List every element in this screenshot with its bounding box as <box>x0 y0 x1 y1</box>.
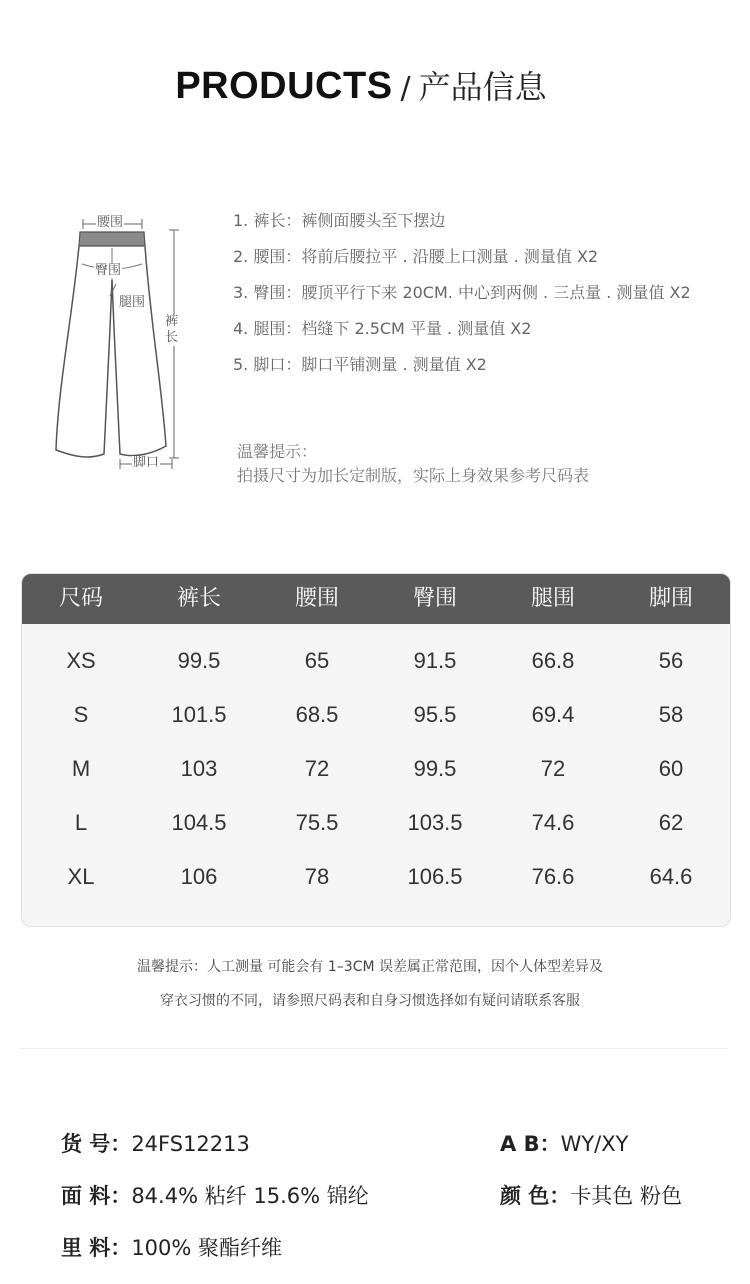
size-table-body <box>22 634 730 904</box>
header-waist: 腰围 <box>294 586 339 611</box>
table-cell: 74.6 <box>531 810 575 835</box>
color-label: 颜 色： <box>500 1184 571 1208</box>
disclaimer-line-2: 穿衣习惯的不同，请参照尺码表和自身习惯选择如有疑问请联系客服 <box>160 993 580 1009</box>
ab-label: A B： <box>500 1132 561 1156</box>
title-separator: / <box>400 71 411 106</box>
table-cell: 101.5 <box>171 702 227 727</box>
photo-tip <box>237 440 737 488</box>
diagram-label-waist: 腰围 <box>97 215 124 230</box>
measurement-disclaimer <box>0 950 740 1018</box>
table-cell: 99.5 <box>177 648 221 673</box>
lining-value: 100% 聚酯纤维 <box>131 1236 283 1260</box>
info-color <box>500 1180 682 1210</box>
note-length: 1. 裤长：裤侧面腰头至下摆边 <box>233 211 446 230</box>
note-waist: 2. 腰围：将前后腰拉平 . 沿腰上口测量 . 测量值 X2 <box>233 247 599 266</box>
info-item-number <box>61 1128 250 1158</box>
color-value: 卡其色 粉色 <box>570 1184 682 1208</box>
diagram-label-thigh: 腿围 <box>119 295 146 310</box>
page-title <box>0 62 722 108</box>
table-cell: 56 <box>658 648 684 673</box>
photo-tip-title: 温馨提示： <box>237 442 318 461</box>
table-cell: M <box>71 756 91 781</box>
table-cell: 64.6 <box>649 864 693 889</box>
table-cell: 68.5 <box>295 702 339 727</box>
info-ab <box>500 1128 628 1158</box>
table-cell: 69.4 <box>531 702 575 727</box>
lining-label: 里 料： <box>61 1236 132 1260</box>
table-cell: 60 <box>658 756 684 781</box>
table-cell: XS <box>66 648 96 673</box>
table-cell: XL <box>67 864 95 889</box>
pants-measurement-diagram <box>50 208 190 478</box>
table-cell: 76.6 <box>531 864 575 889</box>
title-english: PRODUCTS <box>175 65 393 107</box>
table-cell: 75.5 <box>295 810 339 835</box>
item-number-label: 货 号： <box>61 1132 132 1156</box>
table-cell: 103.5 <box>407 810 463 835</box>
table-cell: L <box>74 810 88 835</box>
table-cell: 91.5 <box>413 648 457 673</box>
table-cell: 99.5 <box>413 756 457 781</box>
measurement-notes <box>233 208 743 388</box>
info-lining <box>61 1232 282 1262</box>
fabric-value: 84.4% 粘纤 15.6% 锦纶 <box>131 1184 369 1208</box>
table-cell: 104.5 <box>171 810 227 835</box>
disclaimer-line-1: 温馨提示：人工测量 可能会有 1–3CM 误差属正常范围，因个人体型差异及 <box>136 959 604 975</box>
info-fabric <box>61 1180 369 1210</box>
table-row <box>22 850 730 904</box>
item-number-value: 24FS12213 <box>131 1132 250 1156</box>
table-row <box>22 742 730 796</box>
size-table-header <box>22 574 730 624</box>
table-cell: 95.5 <box>413 702 457 727</box>
table-cell: 65 <box>304 648 330 673</box>
table-cell: 78 <box>304 864 330 889</box>
header-hem: 脚围 <box>648 586 693 611</box>
note-hip: 3. 臀围：腰顶平行下来 20CM. 中心到两侧 . 三点量 . 测量值 X2 <box>233 283 691 302</box>
header-size: 尺码 <box>58 586 103 611</box>
table-cell: 106.5 <box>407 864 463 889</box>
table-row <box>22 796 730 850</box>
header-thigh: 腿围 <box>530 586 575 611</box>
diagram-label-hem: 脚口 <box>133 455 160 470</box>
table-cell: 103 <box>180 756 218 781</box>
note-hem: 5. 脚口：脚口平铺测量 . 测量值 X2 <box>233 355 487 374</box>
size-table <box>21 573 731 927</box>
header-length: 裤长 <box>176 586 221 611</box>
table-cell: S <box>73 702 89 727</box>
table-cell: 106 <box>180 864 218 889</box>
table-row <box>22 634 730 688</box>
table-cell: 62 <box>658 810 684 835</box>
table-cell: 66.8 <box>531 648 575 673</box>
title-chinese: 产品信息 <box>418 68 547 106</box>
photo-tip-text: 拍摄尺寸为加长定制版，实际上身效果参考尺码表 <box>237 466 590 485</box>
diagram-label-hip: 臀围 <box>95 263 122 278</box>
table-cell: 72 <box>304 756 330 781</box>
section-divider <box>20 1048 728 1049</box>
table-row <box>22 688 730 742</box>
table-cell: 72 <box>540 756 566 781</box>
fabric-label: 面 料： <box>61 1184 132 1208</box>
diagram-label-length: 裤长 <box>164 314 182 346</box>
note-thigh: 4. 腿围：档缝下 2.5CM 平量 . 测量值 X2 <box>233 319 532 338</box>
ab-value: WY/XY <box>560 1132 629 1156</box>
header-hip: 臀围 <box>412 586 457 611</box>
table-cell: 58 <box>658 702 684 727</box>
